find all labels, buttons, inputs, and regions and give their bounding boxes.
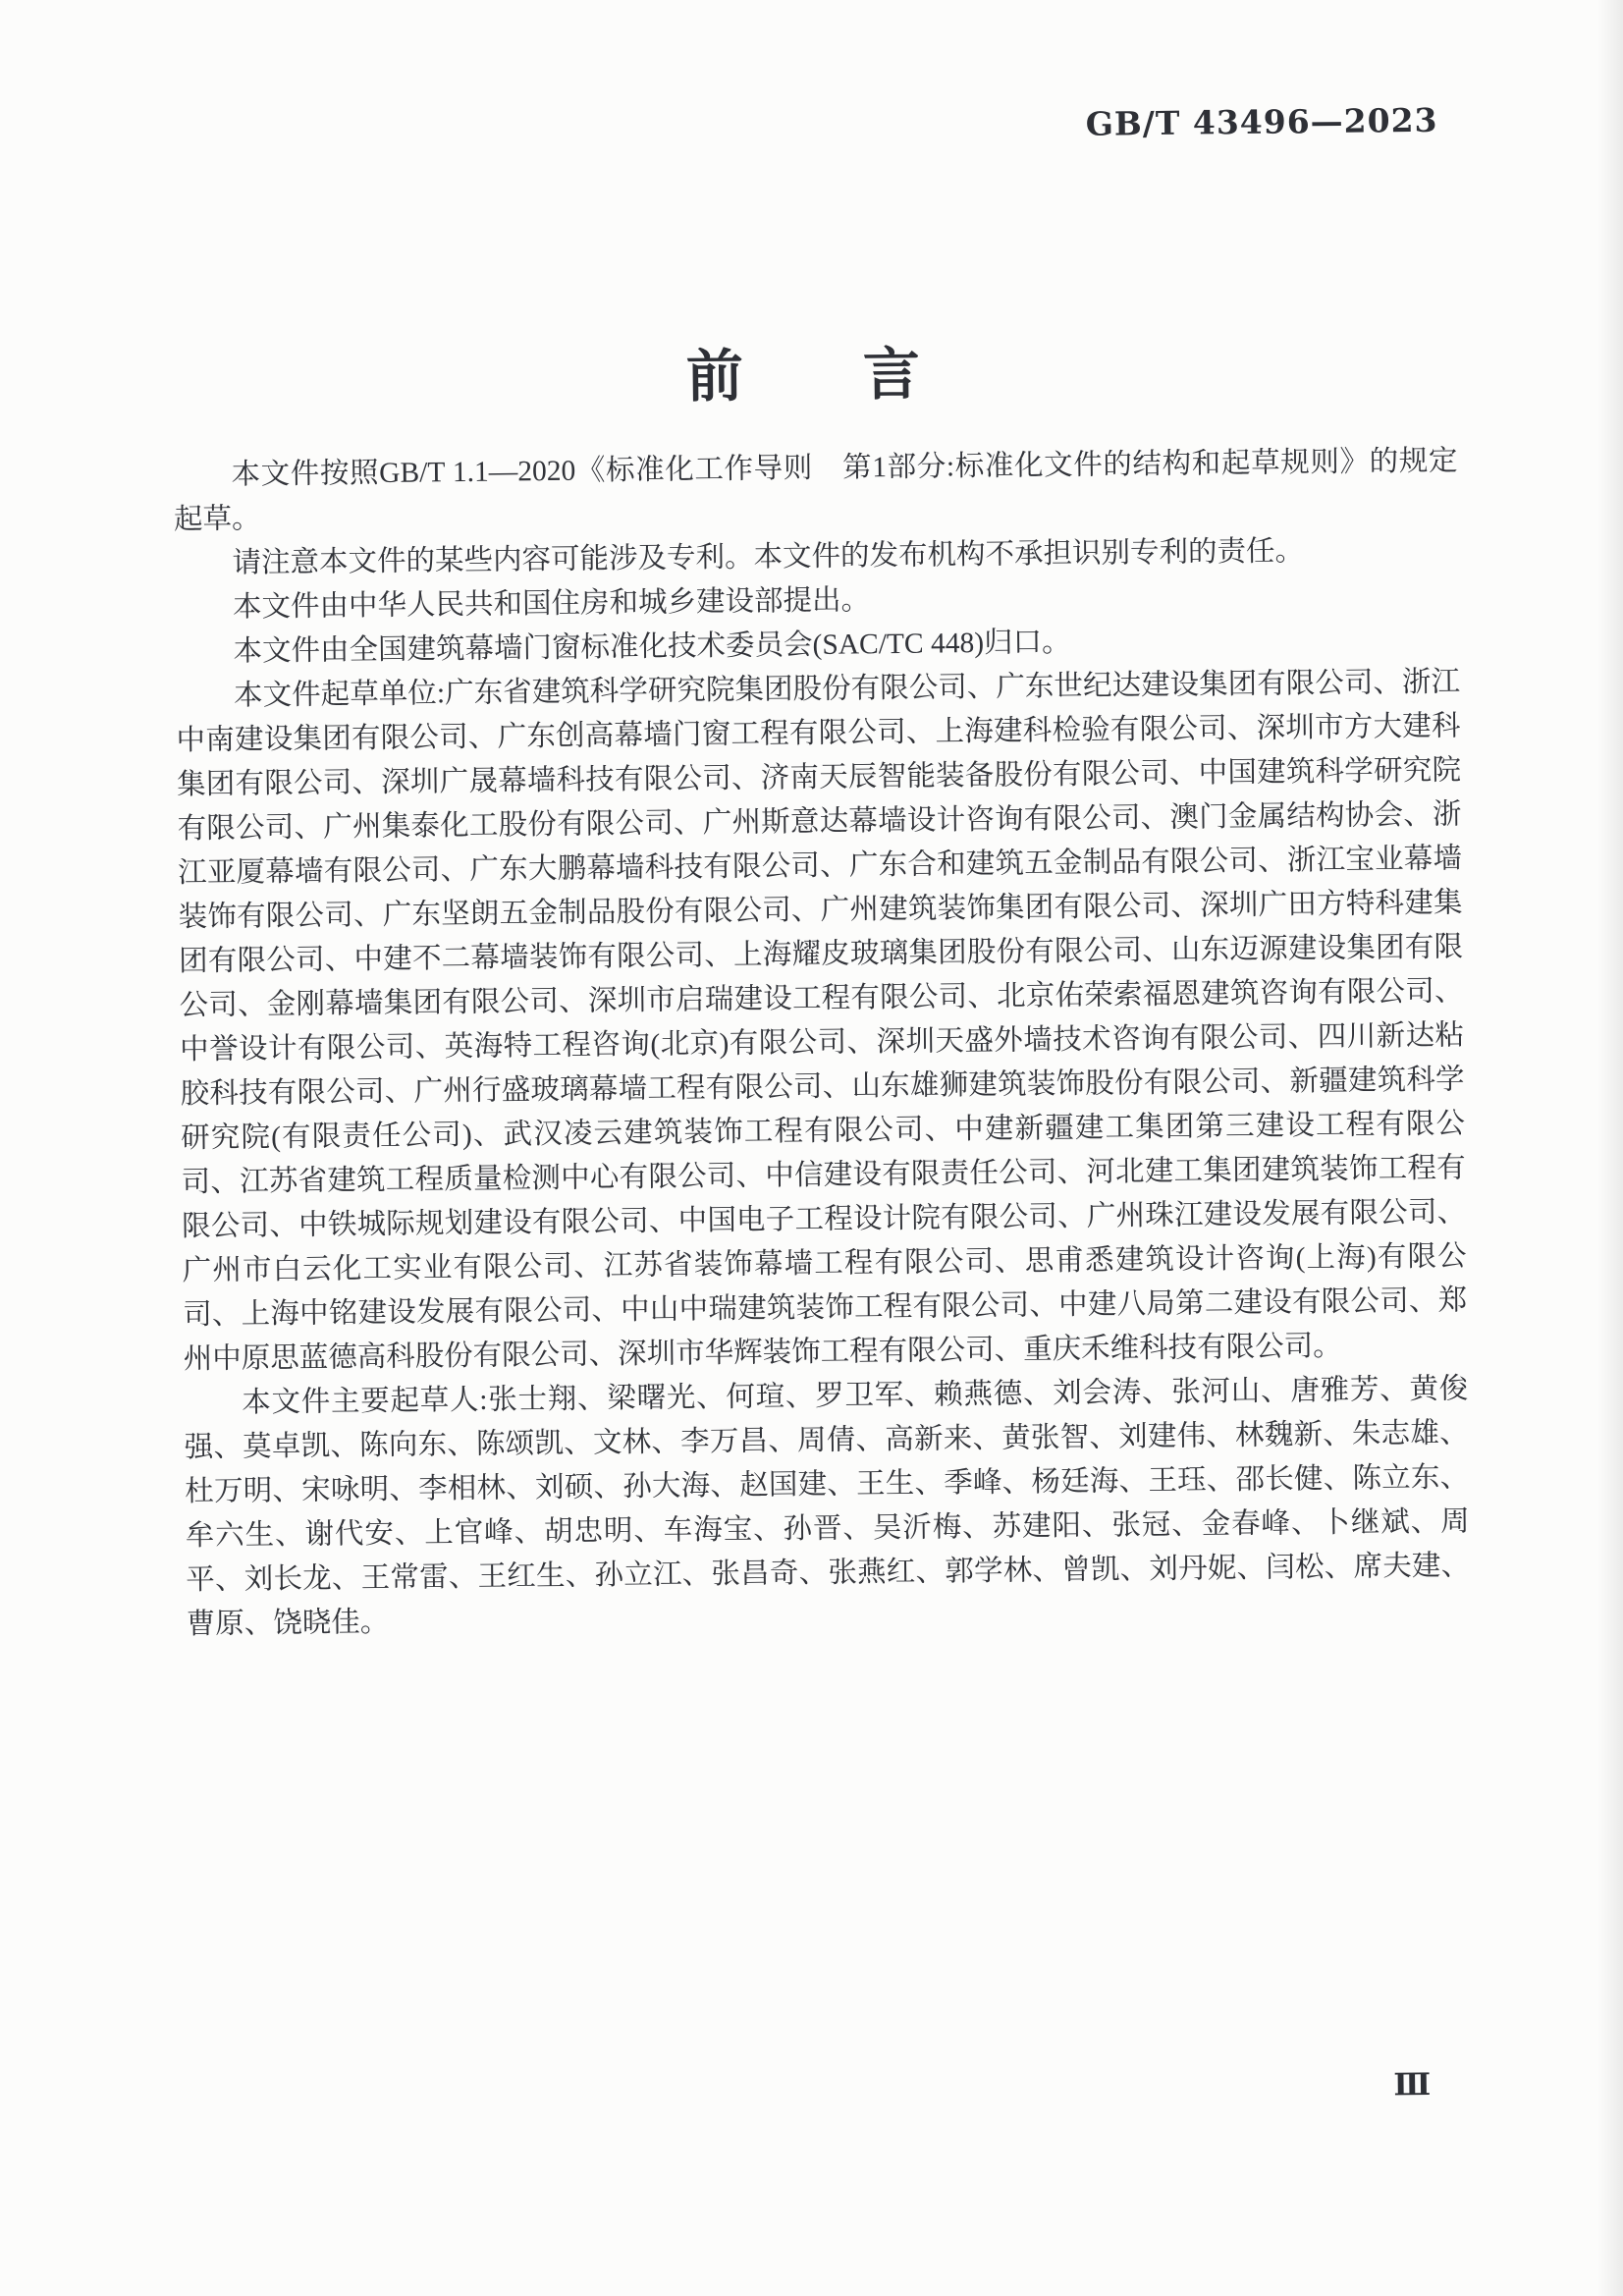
- foreword-paragraph-drafting-organizations: 本文件起草单位:广东省建筑科学研究院集团股份有限公司、广东世纪达建设集团有限公司、浙江中南建设集团有限公司、广东创高幕墙门窗工程有限公司、上海建科检验有限公司、深圳市方大建科集团有限公司、深圳广晟幕墙科技有限公司、济南天辰智能装备股份有限公司、中国建筑科学研究院有限公司、广州集泰化工股份有限公司、广州斯意达幕墙设计咨询有限公司、澳门金属结构协会、浙江亚厦幕墙有限公司、广东大鹏幕墙科技有限公司、广东合和建筑五金制品有限公司、浙江宝业幕墙装饰有限公司、广东坚朗五金制品股份有限公司、广州建筑装饰集团有限公司、深圳广田方特科建集团有限公司、中建不二幕墙装饰有限公司、上海耀皮玻璃集团股份有限公司、山东迈源建设集团有限公司、金刚幕墙集团有限公司、深圳市启瑞建设工程有限公司、北京佑荣索福恩建筑咨询有限公司、中誉设计有限公司、英海特工程咨询(北京)有限公司、深圳天盛外墙技术咨询有限公司、四川新达粘胶科技有限公司、广州行盛玻璃幕墙工程有限公司、山东雄狮建筑装饰股份有限公司、新疆建筑科学研究院(有限责任公司)、武汉凌云建筑装饰工程有限公司、中建新疆建工集团第三建设工程有限公司、江苏省建筑工程质量检测中心有限公司、中信建设有限责任公司、河北建工集团建筑装饰工程有限公司、中铁城际规划建设有限公司、中国电子工程设计院有限公司、广州珠江建设发展有限公司、广州市白云化工实业有限公司、江苏省装饰幕墙工程有限公司、思甫悉建筑设计咨询(上海)有限公司、上海中铭建设发展有限公司、中山中瑞建筑装饰工程有限公司、中建八局第二建设有限公司、郑州中原思蓝德高科股份有限公司、深圳市华辉装饰工程有限公司、重庆禾维科技有限公司。: [176, 666, 1468, 1376]
- standard-doc-number: GB/T 43496—2023: [1085, 100, 1438, 143]
- foreword-body: [173, 440, 1471, 1648]
- foreword-paragraph-patent-notice: 请注意本文件的某些内容可能涉及专利。本文件的发布机构不承担识别专利的责任。: [232, 535, 1305, 579]
- foreword-paragraph-drafting-basis: 本文件按照GB/T 1.1—2020《标准化工作导则 第1部分:标准化文件的结构和起草规则》的规定起草。: [173, 445, 1458, 536]
- foreword-paragraph-centralized-by: 本文件由全国建筑幕墙门窗标准化技术委员会(SAC/TC 448)归口。: [233, 626, 1071, 668]
- foreword-paragraph-proposed-by: 本文件由中华人民共和国住房和城乡建设部提出。: [232, 584, 871, 624]
- page-number: Ⅲ: [1393, 2066, 1432, 2104]
- page-title-foreword: 前 言: [685, 342, 923, 410]
- foreword-paragraph-chief-drafters: 本文件主要起草人:张士翔、梁曙光、何瑄、罗卫军、赖燕德、刘会涛、张河山、唐雅芳、黄俊强、莫卓凯、陈向东、陈颂凯、文林、李万昌、周倩、高新来、黄张智、刘建伟、林魏新、朱志雄、杜万明、宋咏明、李相林、刘硕、孙大海、赵国建、王生、季峰、杨廷海、王珏、邵长健、陈立东、牟六生、谢代安、上官峰、胡忠明、车海宝、孙晋、吴沂梅、苏建阳、张冠、金春峰、卜继斌、周平、刘长龙、王常雷、王红生、孙立江、张昌奇、张燕红、郭学林、曾凯、刘丹妮、闫松、席夫建、曹原、饶晓佳。: [184, 1373, 1471, 1641]
